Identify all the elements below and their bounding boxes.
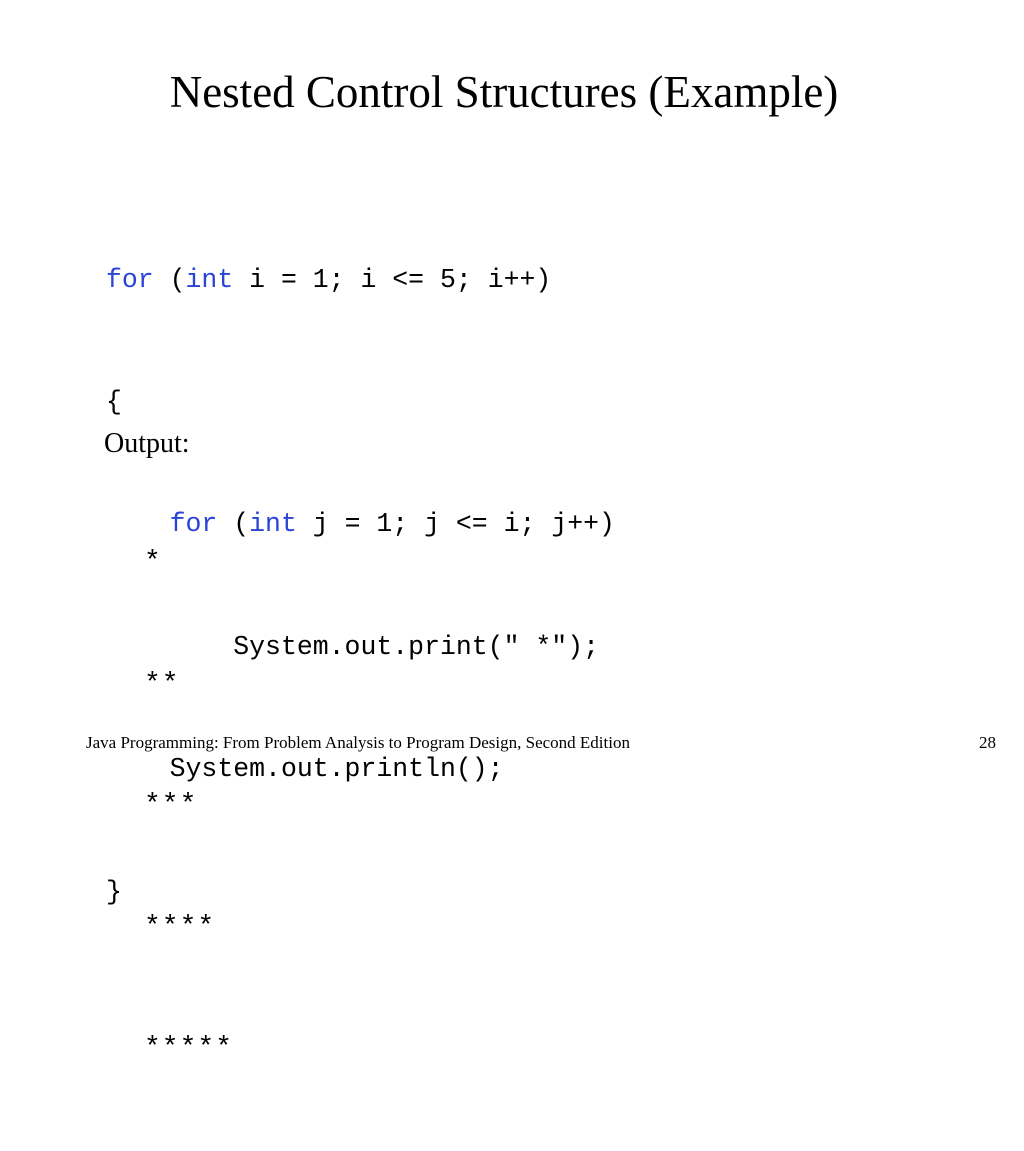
code-keyword: for [106,264,154,295]
code-text: System.out.print(" *"); [233,631,599,662]
code-text: { [106,386,122,417]
output-line: * [144,547,162,578]
code-text: i = 1; i <= 5; i++) [233,264,552,295]
page-number: 28 [979,733,996,752]
code-text: j = 1; j <= i; j++) [296,509,615,540]
output-block [144,462,233,1151]
output-line: *** [144,790,198,821]
code-text: ( [217,509,250,540]
footer-book-title: Java Programming: From Problem Analysis to Program Design, Second Edition [86,733,630,752]
output-label: Output: [104,428,190,459]
code-text: ( [153,264,186,295]
code-text: } [106,876,122,907]
output-line: ***** [144,1033,234,1064]
code-line [106,260,615,301]
output-line: ** [144,668,180,700]
slide-title: Nested Control Structures (Example) [169,67,839,117]
code-line [106,382,615,423]
output-line: **** [144,911,216,943]
code-keyword: for [169,509,218,540]
code-keyword: int [185,264,234,295]
code-keyword: int [249,509,297,540]
code-text: System.out.println(); [169,754,504,785]
